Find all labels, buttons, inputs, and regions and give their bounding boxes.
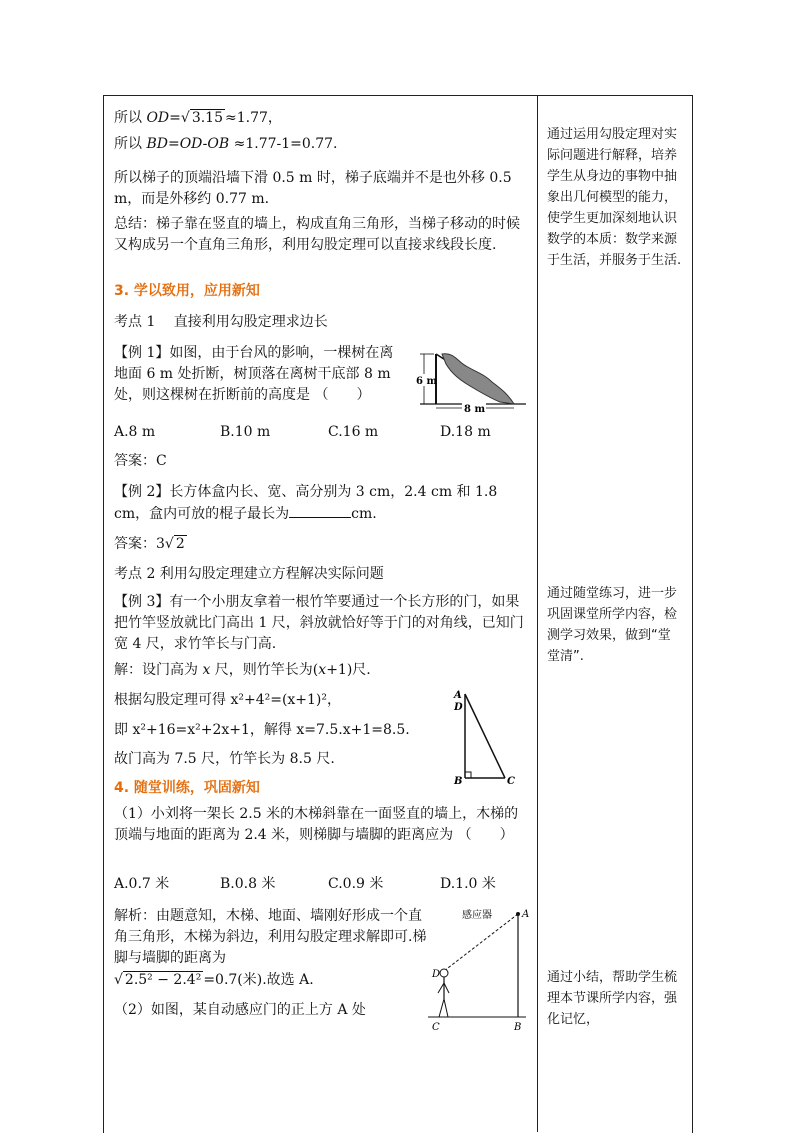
person-leg-left xyxy=(439,999,444,1017)
person-arm-left xyxy=(438,983,444,993)
sqrt-3-15: √ 3.15 xyxy=(180,110,223,126)
point-1-title: 考点 1 直接利用勾股定理求边长 xyxy=(114,314,328,330)
section-3-heading: 3. 学以致用，应用新知 xyxy=(114,283,260,299)
label-c: C xyxy=(432,1022,440,1033)
q1-option-b: B.0.8 米 xyxy=(220,876,276,892)
question-2-text: （2）如图，某自动感应门的正上方 A 处 xyxy=(114,1002,366,1018)
solution-line-2: 根据勾股定理可得 x²+4²=(x+1)²， xyxy=(114,692,342,708)
person-head xyxy=(440,969,448,977)
tree-crown xyxy=(442,354,514,404)
option-a: A.8 m xyxy=(114,424,156,440)
example-3-text: 【例 3】有一个小朋友拿着一根竹竿要通过一个长方形的门，如果把竹竿竖放就比门高出 1 尺，斜放就恰好等于门的对角线，已知门宽 4 尺，求竹竿长与门高. xyxy=(114,594,524,652)
label-d: D xyxy=(432,969,441,980)
side-note-1: 通过运用勾股定理对实际问题进行解释，培养学生从身边的事物中抽象出几何模型的能力，使学生更加深刻地认识数学的本质：数学来源于生活，并服务于生活. xyxy=(547,127,682,268)
option-c: C.16 m xyxy=(328,424,379,440)
example-1-answer: 答案：C xyxy=(114,453,167,469)
sqrt-2: √ 2 xyxy=(164,536,185,552)
section-4-heading: 4. 随堂训练，巩固新知 xyxy=(114,780,260,796)
analysis-text: 解析：由题意知，木梯、地面、墙刚好形成一个直角三角形，木梯为斜边，利用勾股定理求解即可.梯脚与墙脚的距离为 xyxy=(114,908,427,966)
side-note-3: 通过小结，帮助学生梳理本节课所学内容，强化记忆， xyxy=(547,970,678,1027)
label-c: C xyxy=(507,776,515,787)
solution-line-4: 故门高为 7.5 尺，竹竿长为 8.5 尺. xyxy=(114,751,335,767)
label-d: D xyxy=(454,702,463,713)
summary-paragraph: 总结：梯子靠在竖直的墙上，构成直角三角形，当梯子移动的时候又构成另一个直角三角形，利用勾股定理可以直接求线段长度. xyxy=(114,216,520,253)
od-line: 所以 OD=√ 3.15 ≈1.77， xyxy=(114,108,530,129)
slide-conclusion: 所以梯子的顶端沿墙下滑 0.5 m 时，梯子底端并不是也外移 0.5 m，而是外移约 0.77 m. xyxy=(114,170,512,207)
height-label: 6 m xyxy=(416,376,438,387)
door-bamboo-figure xyxy=(448,688,528,788)
q1-option-a: A.0.7 米 xyxy=(114,876,170,892)
question-1-text: （1）小刘将一架长 2.5 米的木梯斜靠在一面竖直的墙上，木梯的顶端与地面的距离为 2.4 米，则梯脚与墙脚的距离应为 （ ） xyxy=(114,806,519,843)
sensor-door-figure xyxy=(422,905,532,1035)
point-2-title: 考点 2 利用勾股定理建立方程解决实际问题 xyxy=(114,566,384,582)
sensor-label: 感应器 xyxy=(462,910,492,921)
side-note-2: 通过随堂练习，进一步巩固课堂所学内容，检测学习效果，做到“堂堂清”. xyxy=(547,586,678,664)
broken-tree-figure xyxy=(414,350,526,412)
example-2-answer: 答案：3√ 2 xyxy=(114,534,530,555)
option-d: D.18 m xyxy=(440,424,491,440)
detection-line xyxy=(444,914,518,971)
bamboo-pole xyxy=(465,694,505,778)
label-a: A xyxy=(522,909,530,920)
column-divider xyxy=(537,95,538,1132)
bd-line: 所以 BD=OD-OB ≈1.77-1=0.77. xyxy=(114,136,338,152)
example-1-text: 【例 1】如图，由于台风的影响，一棵树在离地面 6 m 处折断，树顶落在离树干底部 8 m 处，则这棵树在折断前的高度是 （ ） xyxy=(114,345,394,403)
solution-line-1: 解：设门高为 x 尺，则竹竿长为(x+1)尺. xyxy=(114,662,371,678)
label-b: B xyxy=(454,776,463,787)
person-arm-right xyxy=(444,983,449,993)
q1-option-c: C.0.9 米 xyxy=(328,876,384,892)
label-b: B xyxy=(514,1022,522,1033)
analysis-result: √ 2.5² − 2.4² =0.7(米).故选 A. xyxy=(114,970,530,991)
q1-option-d: D.1.0 米 xyxy=(440,876,496,892)
option-b: B.10 m xyxy=(220,424,271,440)
base-label: 8 m xyxy=(464,404,486,412)
sqrt-difference: √ 2.5² − 2.4² xyxy=(114,972,202,988)
example-2-text: 【例 2】长方体盒内长、宽、高分别为 3 cm，2.4 cm 和 1.8 cm，盒内可放的棍子最长为 cm. xyxy=(114,484,498,522)
answer-blank xyxy=(289,503,351,518)
label-a: A xyxy=(454,690,462,701)
person-leg-right xyxy=(444,999,448,1017)
solution-line-3: 即 x²+16=x²+2x+1，解得 x=7.5.x+1=8.5. xyxy=(114,722,410,738)
